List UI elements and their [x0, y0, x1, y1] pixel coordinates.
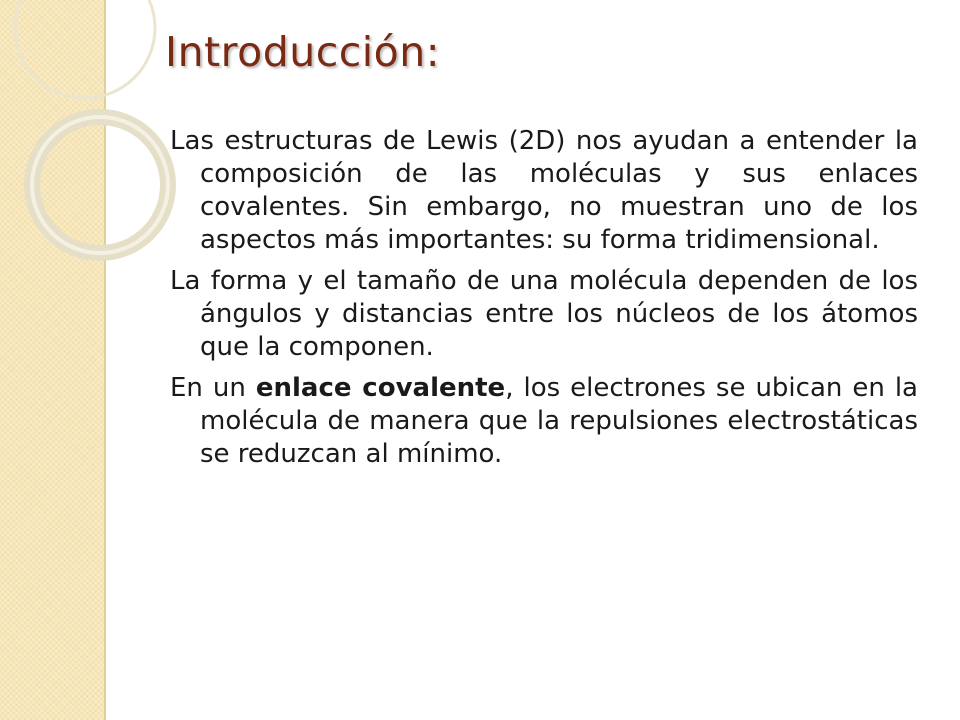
- paragraph-lewis: Las estructuras de Lewis (2D) nos ayudan a entender la composición de las moléculas y sus enlaces covalentes. Sin embargo, no muestran uno de los aspectos más importantes: su forma tridimensional.: [170, 126, 918, 255]
- paragraph-forma: La forma y el tamaño de una molécula dependen de los ángulos y distancias entre los núcleos de los átomos que la componen.: [170, 266, 918, 362]
- paragraph-enlace-end: , los electrones se ubican en la molécula de manera que la repulsiones electrostáticas se reduzcan al mínimo.: [200, 373, 918, 469]
- paragraph-enlace: [170, 372, 918, 471]
- slide-title: Introducción:: [165, 28, 441, 76]
- slide-body: [170, 125, 918, 479]
- paragraph-enlace-start: En un: [170, 373, 256, 403]
- bold-term-enlace-covalente: enlace covalente: [255, 373, 506, 403]
